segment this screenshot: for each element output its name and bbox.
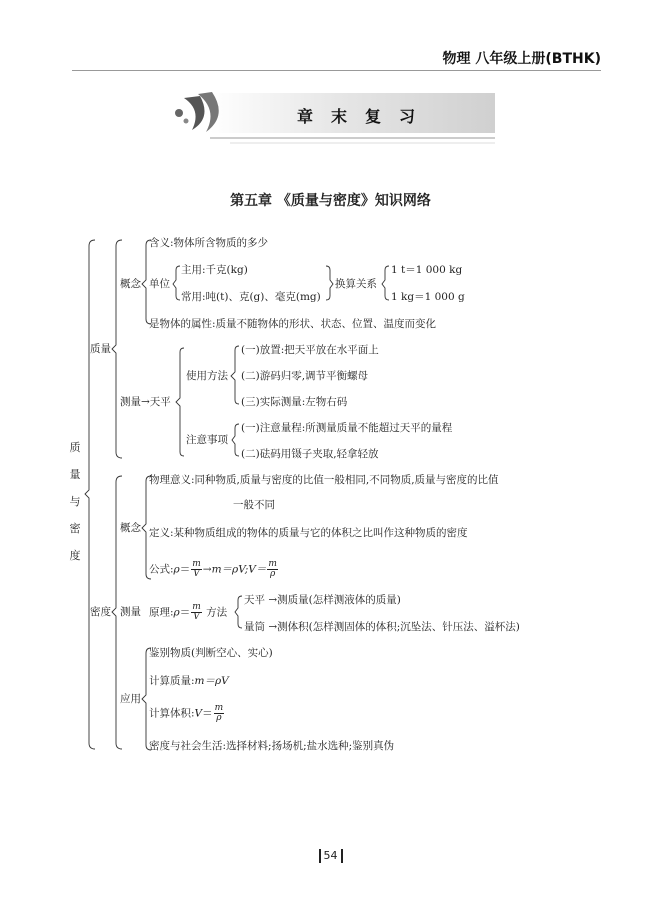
method-label: 方法 xyxy=(206,606,228,619)
principle-prefix: 原理: xyxy=(149,606,174,619)
principle-eq: ＝ xyxy=(179,606,191,619)
formula-prefix: 公式: xyxy=(149,563,174,576)
fraction-denominator: V xyxy=(193,612,200,622)
page-number-bar xyxy=(341,849,343,863)
measure-balance-label: 测量→天平 xyxy=(120,396,171,408)
conversion-label: 换算关系 xyxy=(335,278,377,290)
formula-arrow: → xyxy=(202,563,212,576)
root-char: 密 xyxy=(69,522,81,535)
running-header: 物理 八年级上册(BTHK) xyxy=(442,51,601,67)
root-vertical-title xyxy=(67,434,83,569)
method-item: 量筒 →测体积(怎样测固体的体积;沉坠法、针压法、溢杯法) xyxy=(244,621,520,633)
notes-label: 注意事项 xyxy=(186,434,228,446)
header-divider xyxy=(72,70,601,71)
application-item xyxy=(149,704,225,723)
chapter-heading: 第五章 《质量与密度》知识网络 xyxy=(230,193,431,209)
page-number-text: 54 xyxy=(323,849,338,862)
mass-concept-label: 概念 xyxy=(120,278,141,290)
unit-label: 单位 xyxy=(149,278,170,290)
brace-measure-balance xyxy=(176,348,184,456)
page-number xyxy=(0,849,661,863)
brace-mass xyxy=(112,240,122,458)
brace-unit-right xyxy=(326,266,333,300)
principle-rho: ρ xyxy=(173,606,180,619)
mass-meaning: 含义:物体所含物质的多少 xyxy=(149,237,269,249)
mass-property: 是物体的属性:质量不随物体的形状、状态、位置、温度而变化 xyxy=(149,318,437,330)
method-item: 天平 →测质量(怎样测液体的质量) xyxy=(244,594,401,606)
application-item: 鉴别物质(判断空心、实心) xyxy=(149,647,273,659)
calc-mass-formula: m＝ρV xyxy=(194,675,229,687)
root-char: 与 xyxy=(69,495,81,508)
calc-volume-label: 计算体积: xyxy=(149,707,195,720)
fraction-denominator: ρ xyxy=(216,713,222,723)
density-definition: 定义:某种物质组成的物体的质量与它的体积之比叫作这种物质的密度 xyxy=(149,527,468,539)
calc-volume-v: V xyxy=(194,707,203,720)
application-label: 应用 xyxy=(120,693,141,705)
formula-fraction xyxy=(191,560,202,579)
page-number-bar xyxy=(319,849,321,863)
brace-principle-method xyxy=(235,596,242,628)
density-principle xyxy=(149,603,227,622)
formula-eq: ＝ xyxy=(179,563,191,576)
formula-mass: m＝ρV; xyxy=(211,563,249,576)
brace-usage xyxy=(231,346,239,404)
banner-title: 章末复习 xyxy=(297,107,434,126)
formula-rho: ρ xyxy=(173,563,180,576)
density-measure-label: 测量 xyxy=(120,606,141,618)
conversion-item: 1 kg＝1 000 g xyxy=(391,291,465,303)
note-item: (二)砝码用镊子夹取,轻拿轻放 xyxy=(241,448,379,460)
root-char: 质 xyxy=(69,441,81,454)
formula-volume: V＝ xyxy=(248,563,267,576)
unit-main: 主用:千克(kg) xyxy=(181,264,248,276)
fraction-numerator: m xyxy=(214,703,224,713)
fraction-numerator: m xyxy=(192,602,201,612)
usage-label: 使用方法 xyxy=(186,370,228,382)
usage-step: (三)实际测量:左物右码 xyxy=(241,396,348,408)
density-formula xyxy=(149,560,279,579)
physical-meaning: 物理意义:同种物质,质量与密度的比值一般相同,不同物质,质量与密度的比值 xyxy=(149,474,499,486)
calc-volume-eq: ＝ xyxy=(202,707,213,720)
brace-conversion xyxy=(382,266,389,300)
swirl-logo-icon xyxy=(175,92,219,132)
usage-step: (二)游码归零,调节平衡螺母 xyxy=(241,370,369,382)
brace-application xyxy=(142,648,151,750)
mass-label: 质量 xyxy=(90,343,111,355)
brace-root xyxy=(85,240,95,749)
brace-unit xyxy=(173,266,180,300)
root-char: 度 xyxy=(69,549,81,562)
fraction-denominator: ρ xyxy=(270,569,276,579)
fraction-numerator: m xyxy=(268,559,277,569)
physical-meaning-cont: 一般不同 xyxy=(233,499,275,511)
principle-fraction xyxy=(191,603,202,622)
usage-step: (一)放置:把天平放在水平面上 xyxy=(241,344,379,356)
brace-notes xyxy=(232,424,239,456)
density-concept-label: 概念 xyxy=(120,522,141,534)
note-item: (一)注意量程:所测量质量不能超过天平的量程 xyxy=(241,422,453,434)
calc-mass-label: 计算质量: xyxy=(149,675,195,687)
root-char: 量 xyxy=(69,468,81,481)
formula-fraction xyxy=(267,560,278,579)
conversion-item: 1 t＝1 000 kg xyxy=(391,264,463,276)
application-item: 密度与社会生活:选择材料;扬场机;盐水选种;鉴别真伪 xyxy=(149,740,395,752)
calc-volume-fraction xyxy=(214,704,225,723)
fraction-numerator: m xyxy=(192,559,201,569)
fraction-denominator: V xyxy=(193,569,200,579)
unit-common: 常用:吨(t)、克(g)、毫克(mg) xyxy=(181,291,321,303)
density-label: 密度 xyxy=(90,606,111,618)
application-item xyxy=(149,675,229,688)
